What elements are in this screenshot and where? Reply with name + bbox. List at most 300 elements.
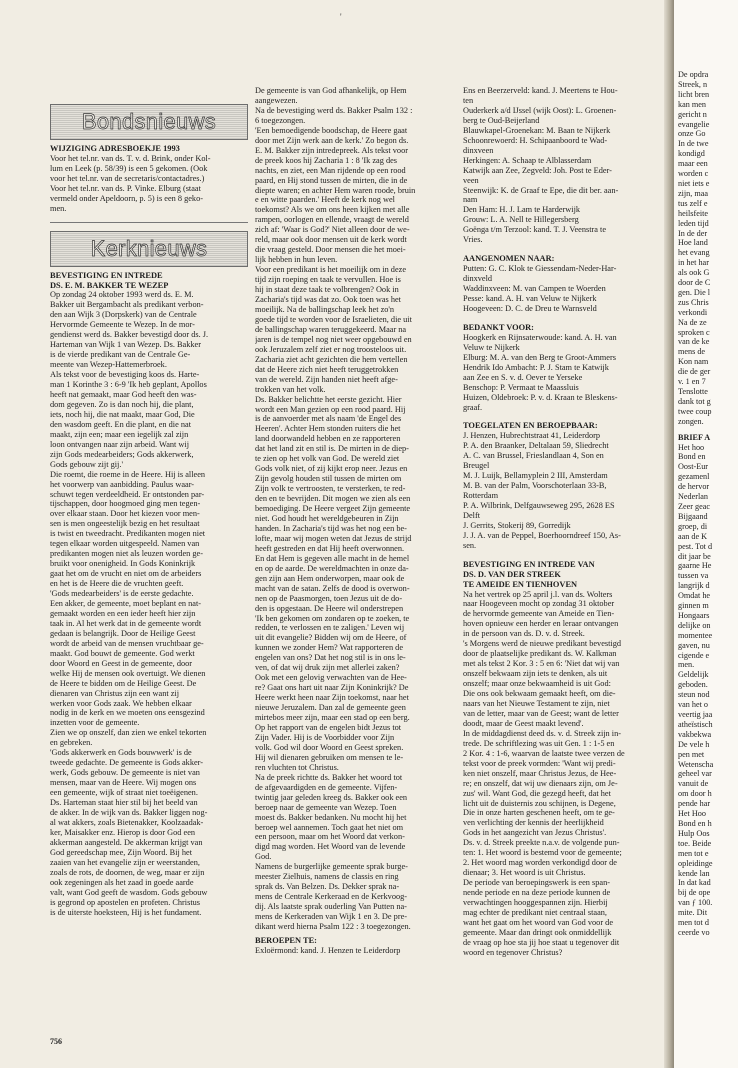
toegelaten-body	[463, 431, 659, 550]
text-line: wordt een Man gezien op een rood paard. Hij	[255, 404, 406, 414]
text-line: van de wereld. Zijn handen niet heeft afge-	[255, 374, 398, 384]
text-line: den is opgestaan. De Heere wil onderstrepen	[255, 603, 404, 613]
text-line: re; en onszelf, dat wij uw dienaars zijn, om Je-	[463, 778, 618, 788]
text-line: sen is men ongeestelijk bezig en het resultaat	[50, 519, 200, 529]
facing-line: die de ger	[678, 367, 711, 377]
facing-line: In de der	[678, 228, 708, 238]
text-line: toekomst? Als we om ons heen kijken met alle	[255, 205, 410, 215]
text-line: Steenwijk: K. de Graaf te Epe, die dit ber. aan-	[463, 185, 619, 195]
text-line: kunnen we zonder Hem? Wat rapporteren de	[255, 643, 403, 653]
facing-line: pende har	[678, 799, 711, 809]
facing-line: Het hoo	[678, 442, 705, 452]
column-2	[255, 86, 453, 956]
streek-body	[463, 590, 659, 958]
text-line: beroep wel aannemen. Toch gaat het niet om	[255, 822, 404, 832]
text-line: dinxveen	[463, 145, 494, 155]
text-line: aangewezen.	[255, 95, 298, 105]
text-line: onszelf; maar onze bekwaamheid is uit God:	[463, 679, 611, 689]
text-line: akkerman aangesteld. De akkerman krijgt van	[50, 837, 203, 847]
text-line: maakt. God bouwt de gemeente. God werkt	[50, 648, 195, 658]
section-divider	[50, 222, 248, 223]
text-line: digd mag worden. Het Woord van de levende	[255, 842, 406, 852]
text-line: Elburg: M. A. van den Berg te Groot-Ammers	[463, 352, 616, 362]
column-1	[50, 104, 248, 917]
text-line: uit dit evangelie? Bidden wij om de Heere, of	[255, 633, 407, 643]
text-line: twintig jaar geleden kreeg ds. Bakker ook een	[255, 792, 408, 802]
text-line: Hij wil dienaren gebruiken om mensen te le-	[255, 752, 404, 762]
text-line: naars van het Nieuwe Testament te zijn, niet	[463, 699, 610, 708]
bedankt-body	[463, 333, 659, 413]
facing-line: tussen va	[678, 571, 709, 581]
text-line: doodt, maar de Geest maakt levend'.	[463, 718, 584, 728]
facing-line: het evang	[678, 248, 710, 258]
kerknieuws-banner	[50, 231, 248, 267]
text-line: zijn Gods medearbeiders; Gods akkerwerk,	[50, 449, 194, 459]
facing-line: Nederlan	[678, 492, 709, 502]
facing-line: steun nod	[678, 690, 710, 700]
text-line: trokken van het volk.	[255, 384, 326, 394]
facing-line: gaarne He	[678, 561, 712, 571]
facing-line: de hervor	[678, 482, 710, 492]
text-line: al wat akkers, zoals Bietenakker, Koolzaadak-	[50, 817, 204, 827]
text-line: ven, of dat wij druk zijn met allerlei zaken?	[255, 663, 400, 673]
text-line: een gemeente, wijk of straat niet toeëigenen.	[50, 788, 198, 798]
text-line: Harteman van Wijk 1 van Wezep. Ds. Bakker	[50, 340, 201, 350]
text-line: re? Gaat ons hart uit naar Zijn Koninkrijk? De	[255, 683, 409, 693]
facing-line: ceerde vo	[678, 927, 710, 937]
facing-line: opleidinge	[678, 858, 713, 868]
facing-line: kan men	[678, 99, 706, 109]
text-line: hij in staat deze taak te volbrengen? Ook in	[255, 285, 399, 295]
text-line: de ballingschap waren teruggekeerd. Maar na	[255, 324, 407, 334]
text-line: Hoogeveen: D. C. de Dreu te Warnsveld	[463, 303, 597, 313]
facing-line: leden tijd	[678, 218, 709, 228]
text-line: hoven opnieuw een herder en leraar ontvangen	[463, 619, 619, 629]
text-line: Hervormde Gemeente te Wezep. In de mor-	[50, 320, 195, 330]
text-line: in de persoon van ds. D. v. d. Streek.	[463, 629, 585, 639]
text-line: e en witte paarden.' Heeft de kerk nog wel	[255, 195, 395, 205]
top-mark: '	[340, 12, 342, 22]
facing-line: In de twe	[678, 139, 709, 149]
facing-line: veertig jaa	[678, 710, 713, 719]
facing-line: vakbekwa	[678, 729, 712, 739]
text-line: berg te Oud-Beijerland	[463, 115, 540, 125]
text-line: inzetten voor de gemeente.	[50, 718, 140, 728]
text-line: De periode van beroepingswerk is een span-	[463, 878, 610, 888]
text-line: paard, en Hij stond tussen de mirten, die in de	[255, 175, 408, 185]
facing-line: men tot d	[678, 918, 709, 928]
text-line: volk. God wil door Woord en Geest spreken.	[255, 742, 404, 752]
facing-line: aan de K	[678, 531, 708, 541]
facing-line: mite. Dit	[678, 908, 708, 918]
facing-line: Streek, n	[678, 79, 708, 89]
text-line: met als tekst 2 Kor. 3 : 5 en 6: 'Niet dat wij van	[463, 659, 620, 669]
text-line: wordt de arbeid van de mensen vruchtbaar ge-	[50, 638, 204, 648]
facing-line: Bond en h	[678, 818, 712, 828]
text-line: Vries.	[463, 235, 483, 245]
facing-line: delijke on	[678, 620, 711, 630]
facing-page-text	[674, 0, 738, 938]
text-line: Na het vertrek op 25 april j.l. van ds. Wolters	[463, 589, 613, 599]
text-line: ten: 1. Het woord is bestemd voor de gemeente;	[463, 848, 622, 858]
text-line: lijk hebben in hun leven.	[255, 255, 338, 265]
facing-line: gaven, nu	[678, 640, 710, 650]
text-line: Gods gebouw zijt gij.'	[50, 459, 123, 469]
adresboekje-heading: WIJZIGING ADRESBOEKJE 1993	[50, 144, 180, 153]
text-line: tekst voor de preek vormden: 'Want wij predi-	[463, 758, 616, 768]
facing-line: bij de ope	[678, 888, 711, 898]
text-line: 'Gods akkerwerk en Gods bouwwerk' is de	[50, 748, 192, 758]
adresboekje-body	[50, 154, 248, 214]
text-line: God.	[255, 852, 272, 862]
facing-line: Hoe land	[678, 238, 708, 248]
text-line: ook zegeningen als het zaad in goede aarde	[50, 877, 194, 887]
text-line: door Woord en Geest in de gemeente, door	[50, 658, 193, 668]
text-line: meester Zielhuis, namens de classis en ring	[255, 872, 399, 882]
text-line: Den Ham: H. J. Lam te Harderwijk	[463, 205, 581, 215]
text-line: En dat Hem is gegeven alle macht in de hemel	[255, 553, 410, 563]
facing-line: ginnen m	[678, 601, 709, 611]
text-line: mensen, maar van de Heere. Wij mogen ons	[50, 778, 197, 788]
text-line: Zacharia's tijd was dat zo. Ook toen was het	[255, 295, 401, 305]
facing-line: Tenslotte	[678, 387, 708, 396]
text-line: ten	[463, 95, 474, 105]
facing-line: zongen.	[678, 416, 704, 426]
text-line: M. B. van der Palm, Voorschoterlaan 33-B,	[463, 481, 607, 491]
text-line: Die roemt, die roeme in de Heere. Hij is alleen	[50, 469, 206, 479]
facing-line: geboden.	[678, 680, 708, 690]
text-line: Als tekst voor de bevestiging koos ds. Harte-	[50, 370, 200, 380]
text-line: graaf.	[463, 402, 483, 412]
text-line: tweede gedachte. De gemeente is Gods akker-	[50, 758, 204, 768]
text-line: taak in. Al het werk dat in de gemeente wordt	[50, 618, 202, 628]
text-line: de hervormde gemeente van Ameide en Tien-	[463, 609, 615, 619]
facing-line: Kon nam	[678, 357, 709, 367]
beroepen-heading: BEROEPEN TE:	[255, 936, 317, 946]
facing-line: in het har	[678, 258, 709, 268]
text-line: redden, te verlossen en te zaligen.' Leven wij	[255, 623, 405, 633]
text-line: Na de bevestiging werd ds. Bakker Psalm 132 :	[255, 105, 413, 115]
text-line: is de vierde predikant van de Centrale Ge-	[50, 350, 191, 360]
facing-line: worden c	[678, 169, 709, 179]
facing-page-fragment	[674, 0, 738, 1068]
facing-line: De opdra	[678, 70, 709, 79]
text-line: E. M. Bakker zijn intredepreek. Als tekst voor	[255, 145, 408, 155]
text-line: Voor het tel.nr. van ds. T. v. d. Brink, onder Kol-	[50, 153, 211, 163]
text-line: gedaan is belangrijk. Door de Heilige Geest	[50, 628, 196, 638]
bedankt-heading: BEDANKT VOOR:	[463, 322, 534, 332]
text-line: Zien we op onszelf, dan zien we enkel tekorten	[50, 728, 207, 738]
text-line: werken voor Gods zaak. We hebben elkaar	[50, 698, 192, 708]
text-line: Die in onze harten geschenen heeft, om te ge-	[463, 808, 615, 818]
text-line: dienaar; 3. Het woord is uit Christus.	[463, 868, 586, 878]
facing-line: Bond en	[678, 452, 706, 462]
text-line: de vraag op hoe sta jij hoe staat u tegenover dit	[463, 937, 620, 947]
text-line: lofte, maar wij mogen weten dat Jezus de strijd	[255, 533, 412, 543]
facing-line: om door h	[678, 789, 712, 799]
facing-line: dit jaar be	[678, 551, 711, 561]
text-line: man 1 Korinthe 3 : 6-9 'Ik heb geplant, Apollos	[50, 380, 207, 390]
text-line: Putten: G. C. Klok te Giessendam-Neder-Har-	[463, 264, 617, 274]
text-line: Zijn volk te vertroosten, te versterken, te red-	[255, 484, 406, 494]
text-line: bemoediging. De Heere vergeet Zijn gemeente	[255, 504, 411, 514]
text-line: In de middagdienst deed ds. v. d. Streek zijn in-	[463, 728, 621, 738]
text-line: aan Zee en S. v. d. Oever te Yerseke	[463, 372, 583, 382]
text-line: Schoonrewoerd: H. Schipaanboord te Wad-	[463, 135, 608, 145]
text-line: dij. Als laatste sprak ouderling Van Putten na-	[255, 902, 407, 912]
text-line: dom gegeven. Zo is dan noch hij, die plant,	[50, 399, 194, 409]
text-line: 2 Kor. 4 : 1-6, waarvan de laatste twee verzen de	[463, 748, 625, 758]
text-line: zich af: 'Waar is God?' Niet alleen door de we-	[255, 225, 410, 235]
beroepen-body	[255, 946, 453, 956]
text-line: zus' wil. Want God, die gezegd heeft, dat het	[463, 788, 611, 798]
text-line: dat het land zit en stil is. De mirten in de diep-	[255, 444, 409, 454]
text-line: ven verlichting der kennis der heerlijkheid	[463, 818, 604, 828]
text-line: mens de Centrale Kerkeraad en de Kerkvoog-	[255, 892, 408, 902]
text-line: nachts, en ziet, een Man rijdende op een rood	[255, 165, 406, 175]
facing-line: Hongaars	[678, 610, 710, 620]
facing-line: licht bren	[678, 89, 710, 99]
text-line: tegen elkaar worden uitgespeeld. Namen van	[50, 539, 200, 549]
text-line: J. Henzen, Hubrechtstraat 41, Leiderdorp	[463, 431, 601, 441]
text-line: iets, noch hij, die nat maakt, maar God, Die	[50, 409, 195, 419]
text-line: 2. Het woord mag worden verkondigd door de	[463, 858, 617, 868]
text-line: ken niet onszelf, maar Christus Jezus, de Hee-	[463, 768, 617, 778]
text-line: sen.	[463, 540, 477, 550]
text-line: gaat het om de vrucht en niet om de arbeiders	[50, 569, 202, 579]
text-line: gen zijn aan Hem onderworpen, maar ook de	[255, 573, 405, 583]
facing-line: toe. Beide	[678, 838, 712, 848]
text-line: dikant werd hierna Psalm 122 : 3 toegezongen.	[255, 922, 411, 932]
text-line: den wasdom geeft. En die plant, en die nat	[50, 419, 192, 429]
text-line: 'Een bemoedigende boodschap, de Heere gaat	[255, 125, 408, 135]
text-line: schuwt tegen verdeeldheid. Er ontstonden par-	[50, 489, 205, 499]
text-line: Zijn Vader. Hij is de Voorbidder voor Zijn	[255, 732, 395, 742]
facing-line: kende lan	[678, 868, 710, 878]
text-line: Gods in het aangezicht van Jezus Christus'.	[463, 828, 607, 838]
text-line: Een akker, de gemeente, moet beplant en nat-	[50, 598, 202, 608]
facing-line: twee coup	[678, 406, 712, 416]
facing-line: van de ke	[678, 337, 710, 347]
text-line: gendienst werd ds. Bakker bevestigd door ds. J.	[50, 330, 209, 340]
facing-line: maar een	[678, 159, 708, 169]
text-line: God gereedschap mee, Zijn Woord. Bij het	[50, 847, 193, 857]
text-line: Katwijk aan Zee, Zegveld: Joh. Post te Eder-	[463, 165, 612, 175]
text-line: de Heere te bidden om de Heilige Geest. De	[50, 678, 197, 688]
text-line: meente van Wezep-Hattemerbroek.	[50, 360, 167, 370]
bevestiging-body	[50, 290, 248, 917]
text-line: want het gaat om het woord van God voor de	[463, 917, 613, 927]
text-line: men.	[50, 203, 67, 213]
text-line: De gemeente is van God afhankelijk, op Hem	[255, 86, 407, 95]
text-line: Zacharia ziet acht gezichten die hem vertellen	[255, 354, 408, 364]
text-line: bruikt voor onenigheid. In Gods Koninkrijk	[50, 559, 196, 569]
facing-line: evangelie	[678, 119, 710, 129]
text-line: Gods volk niet, of zij kijkt erop neer. Jezus en	[255, 464, 408, 474]
text-line: dat de Heere zich niet heeft teruggetrokken	[255, 364, 399, 374]
toegelaten-heading: TOEGELATEN EN BEROEPBAAR:	[463, 421, 598, 431]
text-line: P. A. den Braanker, Deltalaan 59, Sliedrecht	[463, 441, 609, 451]
bondsnieuws-banner	[50, 104, 248, 140]
text-line: ren vluchten tot Christus.	[255, 762, 339, 772]
text-line: Herkingen: A. Schaap te Alblasserdam	[463, 155, 592, 165]
text-line: de afgevaardigden en de gemeente. Vijfen-	[255, 782, 398, 792]
facing-line: gezamenl	[678, 472, 710, 482]
text-line: te zien op het volk van God. De wereld ziet	[255, 454, 400, 464]
text-line: Voor een predikant is het moeilijk om in deze	[255, 265, 406, 275]
facing-line: gericht n	[678, 109, 707, 119]
text-line: welke Hij de mensen ook overtuigt. We dienen	[50, 668, 206, 678]
text-line: nen op de Paasmorgen, toen Jezus uit de do-	[255, 593, 403, 603]
text-line: diepte waren; en achter Hem waren roode, bruin	[255, 185, 416, 195]
text-line: lum en Leek (p. 58/39) is een 5 gekomen. (Ook	[50, 163, 208, 173]
facing-line: momentee	[678, 630, 713, 640]
text-line: Heere werkt heen naar Zijn toekomst, naar het	[255, 693, 409, 703]
text-line: door met Zijn werk aan de kerk.' Zo begon ds.	[255, 135, 409, 145]
text-line: engelen van ons? Dat het nog stil is in ons le-	[255, 653, 406, 663]
facing-line: dank tot g	[678, 396, 711, 406]
text-line: valt, want God geeft de wasdom. Gods gebouw	[50, 887, 208, 897]
bevestiging-heading-1: BEVESTIGING EN INTREDE	[50, 270, 163, 280]
text-line: 'Ik ben gekomen om zondaren op te zoeken, te	[255, 613, 410, 623]
facing-line: Omdat he	[678, 591, 711, 601]
text-line: heeft nat gemaakt, maar God heeft den was-	[50, 389, 197, 399]
aangenomen-heading: AANGENOMEN NAAR:	[463, 254, 555, 264]
text-line: en gebreken.	[50, 738, 93, 748]
text-line: de preek koos hij Zacharia 1 : 8 'Ik zag des	[255, 155, 398, 165]
facing-line: pen met	[678, 749, 705, 759]
text-line: moest ds. Bakker bedanken. Nu mocht hij het	[255, 812, 407, 822]
text-line: Ook met een gelovig verwachten van de Hee-	[255, 673, 407, 683]
streek-heading-3: TE AMEIDE EN TIENHOVEN	[463, 579, 578, 589]
facing-line: van ƒ 100.	[678, 898, 713, 908]
text-line: jaren is de tempel nog niet weer opgebouwd en	[255, 334, 412, 344]
text-line: Breugel	[463, 461, 490, 471]
text-line: mens de Kerkeraden van Wijk 1 en 3. De pre-	[255, 912, 408, 922]
facing-line: Bijgaand	[678, 511, 708, 521]
text-line: zoals de rots, de doornen, de weg, maar er zijn	[50, 867, 205, 877]
facing-line: vanuit de	[678, 779, 709, 789]
facing-line: geheel var	[678, 769, 712, 779]
text-line: mag echter de predikant niet centraal staan,	[463, 908, 607, 918]
text-line: 'Gods medearbeiders' is de eerste gedachte.	[50, 589, 194, 599]
text-line: Grouw: L. A. Nell te Hillegersberg	[463, 215, 579, 225]
text-line: Ens en Beerzerveld: kand. J. Meertens te Hou-	[463, 86, 618, 95]
facing-line: Zeer geac	[678, 501, 711, 511]
streek-heading-1: BEVESTIGING EN INTREDE VAN	[463, 559, 595, 569]
column-3-top	[463, 86, 659, 245]
text-line: nam	[463, 195, 478, 205]
text-line: voor het tel.nr. van de secretaris/contactadres.)	[50, 173, 205, 183]
text-line: Goënga t/m Terzool: kand. T. J. Veenstra te	[463, 225, 607, 235]
column-3	[463, 86, 659, 958]
text-line: tijschappen, door hoogmoed ging men tegen-	[50, 499, 201, 509]
text-line: gemaakt worden en een ieder heeft hier zijn	[50, 608, 196, 618]
facing-line: Het Hoo	[678, 809, 706, 819]
text-line: Ds. Bakker belichtte het eerste gezicht. Hier	[255, 394, 402, 404]
text-line: reld, maar ook door mensen uit de kerk wordt	[255, 235, 407, 245]
text-line: Benschop: P. Vermaat te Maassluis	[463, 382, 579, 392]
facing-line: verkondi	[678, 307, 708, 317]
facing-line: niet iets e	[678, 178, 710, 188]
text-line: het voorwerp van aanbidding. Paulus waar-	[50, 479, 195, 489]
bevestiging-heading-2: DS. E. M. BAKKER TE WEZEP	[50, 280, 169, 290]
text-line: trede. De schriftlezing was uit Gen. 1 : 1-5 en	[463, 738, 615, 748]
facing-line: door de C	[678, 278, 711, 288]
facing-line: men tot e	[678, 848, 709, 858]
facing-line: In dat kad	[678, 878, 711, 888]
facing-line: zus Chris	[678, 297, 709, 307]
facing-line: sproken c	[678, 327, 710, 337]
text-line: zaaien van het evangelie zijn er weerstanden,	[50, 857, 200, 867]
facing-line: onze Go	[678, 129, 706, 139]
text-line: A. C. van Brussel, Frieslandlaan 4, Son en	[463, 451, 604, 461]
text-line: verwachtingen hooggespannen zijn. Hierbij	[463, 898, 608, 908]
streek-heading-2: DS. D. VAN DER STREEK	[463, 569, 561, 579]
text-line: over elkaar staan. Door het kiezen voor men-	[50, 509, 200, 519]
text-line: is de aanvoerder met als naam 'de Engel des	[255, 414, 402, 424]
facing-line: gen. Die l	[678, 287, 711, 297]
text-line: Hendrik Ido Ambacht: P. J. Stam te Katwijk	[463, 362, 609, 372]
text-line: Rotterdam	[463, 491, 499, 501]
text-line: is twist en tweedracht. Predikanten mogen niet	[50, 529, 206, 539]
text-line: Exloërmond: kand. J. Henzen te Leiderdorp	[255, 945, 401, 955]
facing-line: cigende e	[678, 650, 710, 660]
text-line: Huizen, Oldebroek: P. v. d. Kraan te Bleskens-	[463, 392, 618, 402]
text-line: J. Gerrits, Stokerij 89, Gorredijk	[463, 520, 571, 530]
text-line: J. J. A. van de Peppel, Boerhoorndreef 150, As-	[463, 530, 621, 540]
facing-line: pest. Tot d	[678, 541, 713, 551]
facing-line: langrijk d	[678, 581, 710, 591]
text-line: Veluw te Nijkerk	[463, 342, 520, 352]
text-line: heeft gestreden en dat Hij heeft overwonnen.	[255, 543, 405, 553]
text-line: nodig in de kerk en we moeten ons eensgezind	[50, 708, 205, 718]
book-gutter	[664, 0, 674, 1068]
text-line: 6 toegezongen.	[255, 115, 306, 125]
text-line: land doorwandeld hebben en ze rapporteren	[255, 434, 401, 444]
text-line: de akker. In de wijk van ds. Bakker liggen nog-	[50, 808, 208, 817]
text-line: nieuwe Jeruzalem. Dan zal de gemeente geen	[255, 703, 406, 713]
text-line: niet. God houdt het wereldgebeuren in Zijn	[255, 513, 399, 523]
text-line: Ds. Harteman staat hier stil bij het beeld van	[50, 798, 198, 808]
text-line: vermeld onder Apeldoorn, p. 5) is een 8 geko-	[50, 193, 203, 203]
text-line: naar Hoogeveen mocht op zondag 31 oktober	[463, 599, 615, 609]
text-line: dinxveld	[463, 274, 493, 284]
text-line: licht uit de duisternis zou schijnen, is Degene,	[463, 798, 616, 808]
text-line: Op zondag 24 oktober 1993 werd ds. E. M.	[50, 290, 194, 300]
text-line: goede tijd te worden voor de Israelieten, die uit	[255, 314, 412, 324]
facing-heading: BRIEF A	[678, 432, 711, 442]
facing-line: zijn, maa	[678, 188, 709, 198]
text-line: die vraag gesteld. Door mensen die het moei-	[255, 245, 406, 255]
text-line: is de uiterste hoeksteen, Hij is het fundament.	[50, 907, 202, 917]
text-line: ker, Maisakker enz. Hierop is door God een	[50, 827, 196, 837]
text-line: handen. In Zacharia's tijd was het nog een be-	[255, 523, 407, 533]
text-line: Zijn gevolg houden stil tussen de mirten om	[255, 474, 402, 484]
text-line: Heeren'. Achter Hem stonden ruiters die het	[255, 424, 401, 434]
text-line: werk, Gods gebouw. De gemeente is niet van	[50, 768, 200, 778]
facing-line: groep, di	[678, 521, 708, 531]
text-line: Namens de burgerlijke gemeente sprak burge-	[255, 862, 408, 872]
text-line: Delft	[463, 510, 481, 520]
text-line: van de letter, maar van de Geest; want de letter	[463, 708, 619, 718]
text-line: den aan Wijk 3 (Dorpskerk) van de Centrale	[50, 310, 197, 320]
facing-line: kondigd	[678, 149, 705, 159]
kerknieuws-title: Kerknieuws	[90, 235, 208, 261]
facing-line: Oost-Eur	[678, 462, 709, 472]
text-line: gemeente. Maar dan dringt ook onmiddellijk	[463, 927, 612, 937]
text-line: moeilijk. Na de ballingschap leek het zo'n	[255, 304, 395, 314]
